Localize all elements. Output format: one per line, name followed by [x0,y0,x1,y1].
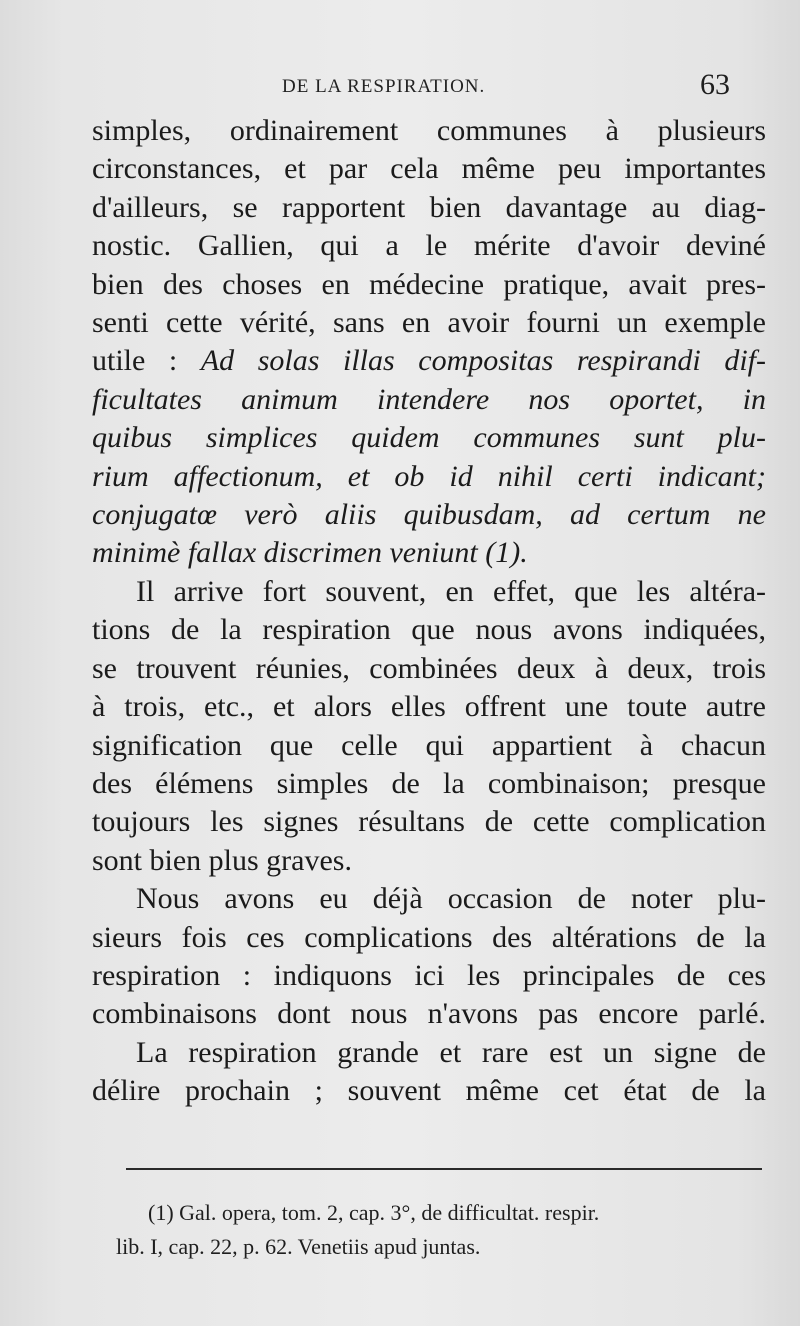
text-line: nostic. Gallien, qui a le mérite d'avoir deviné [92,229,766,263]
text-line: sieurs fois ces complications des altérations de la [92,920,766,954]
text-line: tions de la respiration que nous avons indiquées, [92,613,766,647]
text-line-latin-quote: ficultates animum intendere nos oportet, in [92,382,766,416]
text-line: senti cette vérité, sans en avoir fourni un exemple [92,306,766,340]
text-line: circonstances, et par cela même peu importantes [92,152,766,186]
text-line: sont bien plus graves. [92,843,352,877]
text-line: délire prochain ; souvent même cet état de la [92,1074,766,1108]
footnote-separator-rule [126,1168,762,1170]
text-line-latin-quote: utile : Ad solas illas compositas respirandi dif- [92,344,766,378]
footnote-line: lib. I, cap. 22, p. 62. Venetiis apud juntas. [116,1234,481,1259]
footnote [116,1196,772,1264]
text-line-latin-quote: quibus simplices quidem communes sunt plu- [92,421,766,455]
text-line: des élémens simples de la combinaison; presque [92,766,766,800]
page-number: 63 [700,68,730,101]
text-line: respiration : indiquons ici les principales de ces [92,958,766,992]
text-line-latin-quote: rium affectionum, et ob id nihil certi indicant; [92,459,766,493]
text-line-latin-quote: conjugatœ verò aliis quibusdam, ad certum ne [92,498,766,532]
running-title: DE LA RESPIRATION. [282,76,486,97]
text-line: toujours les signes résultans de cette complication [92,805,766,839]
text-line: se trouvent réunies, combinées deux à deux, trois [92,651,766,685]
text-line-latin-quote: minimè fallax discrimen veniunt (1). [92,536,528,570]
text-line: d'ailleurs, se rapportent bien davantage au diag- [92,190,766,224]
text-line: combinaisons dont nous n'avons pas encore parlé. [92,997,766,1031]
paragraph-start-line: Il arrive fort souvent, en effet, que les altéra- [136,574,766,608]
text-line: bien des choses en médecine pratique, avait pres- [92,267,766,301]
body-text [92,112,766,1111]
text-line: signification que celle qui appartient à chacun [92,728,766,762]
paragraph-start-line: La respiration grande et rare est un signe de [136,1035,766,1069]
paragraph-start-line: Nous avons eu déjà occasion de noter plu- [136,882,766,916]
text-line: simples, ordinairement communes à plusieurs [92,114,766,147]
text-line: à trois, etc., et alors elles offrent une toute autre [92,690,766,724]
footnote-line: (1) Gal. opera, tom. 2, cap. 3°, de difficultat. respir. [148,1200,600,1225]
